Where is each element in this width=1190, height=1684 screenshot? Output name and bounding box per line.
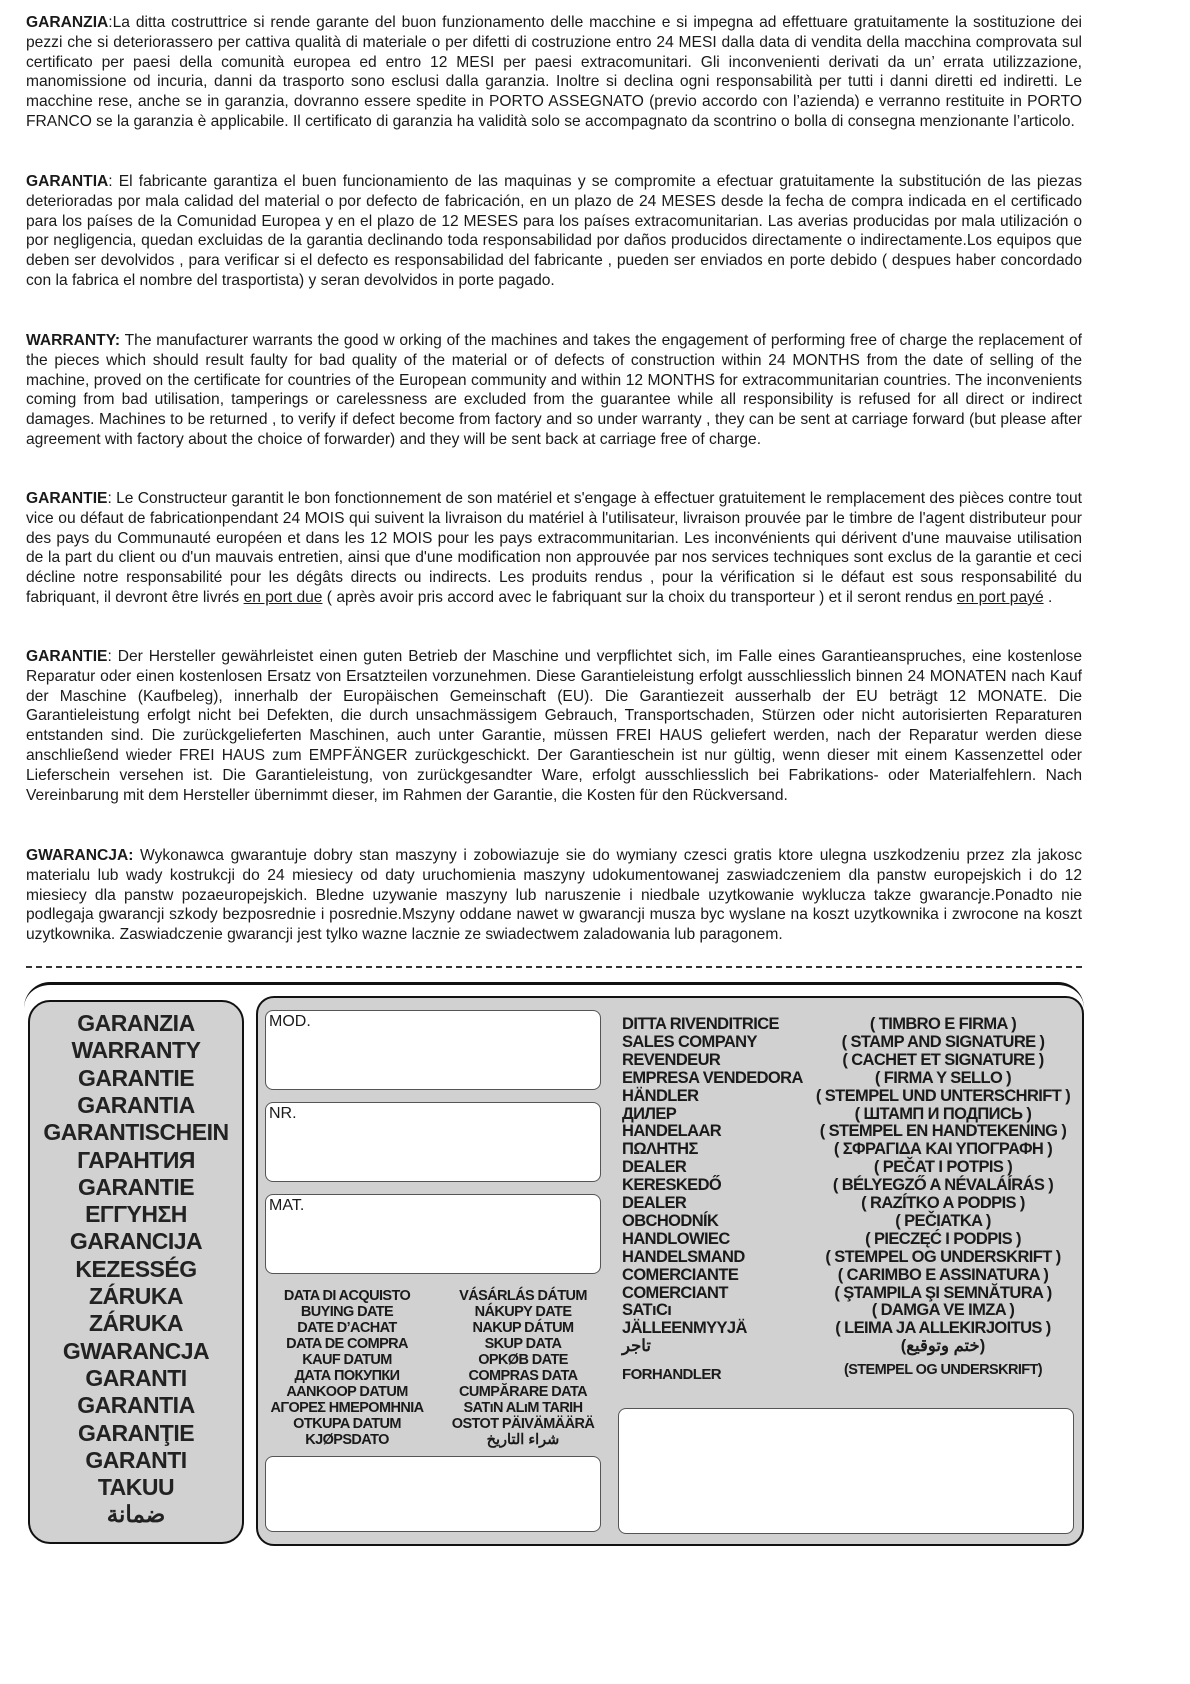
paragraph-italian — [26, 13, 1082, 132]
card-title-item: GWARANCJA — [62, 1337, 210, 1364]
underlined-text: en port due — [243, 588, 323, 606]
card-title-item: GARANTI — [85, 1446, 187, 1473]
dealer-stamp-field[interactable] — [618, 1408, 1074, 1534]
stamp-signature-label: ( ŞTAMPILA ŞI SEMNĂTURA ) — [834, 1283, 1052, 1302]
card-title-item: ضمانة — [106, 1501, 166, 1528]
dealer-label: DITTA RIVENDITRICE — [622, 1015, 779, 1033]
purchase-date-label: OTKUPA DATUM — [293, 1416, 401, 1432]
dealer-label: KERESKEDŐ — [622, 1176, 722, 1195]
stamp-signature-label: ( PEČAT I POTPIS ) — [873, 1158, 1013, 1177]
dealer-label: COMERCIANTE — [622, 1265, 739, 1284]
serial-label: NR. — [269, 1105, 297, 1122]
para-title: WARRANTY: — [26, 332, 121, 349]
card-title-item: GARANZIA — [77, 1010, 195, 1036]
card-title-item: KEZESSÉG — [75, 1255, 197, 1282]
stamp-signature-label: ( ШТАМП И ПОДПИСЬ ) — [854, 1104, 1032, 1123]
purchase-date-label: OSTOT PÄIVÄMÄÄRÄ — [451, 1416, 595, 1432]
card-title-item: TAKUU — [97, 1474, 175, 1501]
underlined-text: en port payé — [956, 588, 1044, 606]
dealer-label: تاجر — [622, 1337, 651, 1356]
para-title: GARANTIE — [26, 490, 108, 507]
para-text: :La ditta costruttrice si rende garante del buon funzionamento delle macchine e si impegna ad effettuare gratuitamente la sostituzione dei pezzi che si deteriorassero per cattiva qualità di materiale o per difetti di costruzione entro 24 MESI dalla data di vendita della macchina comprovata sul certificato per paesi della comunità europea ed entro 12 MESI per paesi extracomunitari. Gli inconvenienti derivati da un’ errata utilizzazione, manomissione od incuria, danni da trasporto sono esclusi dalla garanzia. Inoltre si declina ogni responsabilità per tutti i danni diretti ed indiretti. Le macchine rese, anche se in garanzia, dovranno essere spedite in PORTO ASSEGNATO (previo accordo con l’azienda) e verranno restituite in PORTO FRANCO se la garanzia è applicabile. Il certificato di garanzia ha validità solo se accompagnato da scontrino o bolla di consegna menzionante l’articolo. — [26, 14, 1082, 130]
paragraph-spanish — [26, 172, 1082, 291]
stamp-signature-label: ( TIMBRO E FIRMA ) — [869, 1015, 1017, 1033]
material-label: MAT. — [269, 1197, 305, 1214]
card-title-item: GARANCIJA — [69, 1228, 203, 1255]
dealer-label: OBCHODNÍK — [622, 1211, 719, 1230]
purchase-date-label: ДАТА ПОКУПКИ — [294, 1368, 400, 1384]
purchase-date-label: SATıN ALıM TARIH — [463, 1400, 583, 1416]
stamp-signature-label: ( BÉLYEGZŐ A NÉVALÁÍRÁS ) — [832, 1176, 1054, 1195]
purchase-date-label: SKUP DATA — [484, 1336, 562, 1352]
stamp-signature-label: ( CACHET ET SIGNATURE ) — [842, 1050, 1044, 1069]
dealer-label: HANDELSMAND — [622, 1247, 745, 1266]
stamp-signature-label: ( CARIMBO E ASSINATURA ) — [837, 1265, 1049, 1284]
purchase-date-label: VÁSÁRLÁS DÁTUM — [459, 1288, 587, 1304]
model-label: MOD. — [269, 1013, 311, 1030]
purchase-date-label: CUMPĂRARE DATA — [459, 1384, 587, 1400]
purchase-date-label: BUYING DATE — [300, 1304, 394, 1320]
para-text: : Le Constructeur garantit le bon fonctionnement de son matériel et s'engage à effectuer gratuitement le remplacement des pièces contre tout vice ou défaut de fabricationpendant 24 MOIS qui suivent la livraison du matériel à l'utilisateur, livraison prouvée par le timbre de l'agent distributeur pour des pays du Communauté européen et dans les 12 MOIS pour les pays extracommunitarian. Les inconvénients qui dérivent d'une mauvaise utilisation de la part du client ou d'un mauvais entretien, ainsi que d'une modification non approuvée par nos services techniques sont exclus de la garantie et ceci décline notre responsabilité pour les dégâts directs ou indirects. Les produits rendus , pour la vérification si le défaut est sous responsabilité du fabriquant, il devront être livrés — [26, 490, 1082, 606]
purchase-date-label: DATE D’ACHAT — [297, 1320, 397, 1336]
para-text: : El fabricante garantiza el buen funcionamiento de las maquinas y se compromite a efectuar gratuitamente la substitución de las piezas deterioradas por mala calidad del material o por defecto de fabricación, en un plazo de 24 MESES desde la fecha de compra indicada en el certificado para los países de la Comunidad Europea y en el plazo de 12 MESES para los países extracomunitarian. Las averias producidas por mala utilización o por negligencia, quedan excluidas de la garantia declinando toda responsabilidad por daños producidos directamente o indirectamente.Los equipos que deben ser devolvidos , para verificar si el defecto es responsabilidad del fabricante , pueden ser enviados en porte debido ( despues haber concordado con la fabrica el nombre del trasportista) y seran devolvidos in porte pagado. — [26, 173, 1082, 289]
purchase-date-label: NAKUP DÁTUM — [472, 1320, 574, 1336]
stamp-signature-label: ( LEIMA JA ALLEKIRJOITUS ) — [835, 1319, 1051, 1338]
stamp-signature-label: ( FIRMA Y SELLO ) — [874, 1068, 1012, 1087]
card-title-item: GARANŢIE — [77, 1419, 195, 1446]
dealer-label: HANDELAAR — [622, 1122, 722, 1141]
dealer-label: DEALER — [622, 1158, 687, 1177]
card-title-item: ГАРАНТИЯ — [77, 1146, 195, 1173]
dealer-label: ΠΩΛΗΤΗΣ — [622, 1140, 698, 1159]
para-title: GARANTIA — [26, 173, 109, 190]
stamp-signature-label: ( STEMPEL UND UNTERSCHRIFT ) — [815, 1086, 1071, 1105]
paragraph-french — [26, 489, 1082, 608]
purchase-date-label: DATA DI ACQUISTO — [283, 1288, 411, 1304]
stamp-signature-label: ( ΣΦΡΑΓΙΔΑ ΚΑΙ ΥΠΟΓΡΑΦΗ ) — [833, 1140, 1053, 1159]
dealer-label: DEALER — [622, 1194, 687, 1212]
stamp-signature-label: ( STAMP AND SIGNATURE ) — [841, 1032, 1045, 1051]
purchase-date-label: AANKOOP DATUM — [286, 1384, 408, 1400]
card-title-panel — [28, 1000, 244, 1544]
card-title-item: WARRANTY — [71, 1037, 201, 1064]
paragraph-polish — [26, 846, 1082, 945]
serial-number-field[interactable] — [265, 1102, 601, 1182]
purchase-date-label: شراء التاريخ — [486, 1432, 560, 1448]
stamp-signature-label: (STEMPEL OG UNDERSKRIFT) — [843, 1362, 1042, 1378]
stamp-signature-label: (ختم وتوقيع) — [900, 1337, 986, 1356]
purchase-date-field[interactable] — [265, 1456, 601, 1532]
card-title-item: GARANTIA — [77, 1091, 195, 1118]
dealer-label: ДИЛЕР — [622, 1104, 677, 1123]
stamp-signature-label: ( RAZÍTKO A PODPIS ) — [861, 1194, 1025, 1212]
purchase-date-label: NÁKUPY DATE — [474, 1304, 572, 1320]
dealer-label: JÄLLEENMYYJÄ — [622, 1319, 747, 1338]
dealer-label: COMERCIANT — [622, 1283, 728, 1302]
para-text: ( après avoir pris accord avec le fabriquant sur la choix du transporteur ) et il seront rendus — [322, 588, 957, 606]
purchase-date-label: COMPRAS DATA — [468, 1368, 578, 1384]
para-title: GWARANCJA: — [26, 847, 134, 864]
paragraph-german — [26, 647, 1082, 805]
para-text: . — [1043, 588, 1053, 606]
stamp-signature-label: ( PIECZĘĆ I PODPIS ) — [865, 1229, 1021, 1248]
purchase-date-label: OPKØB DATE — [478, 1352, 568, 1368]
para-text: : Der Hersteller gewährleistet einen guten Betrieb der Maschine und verpflichtet sich, im Falle eines Garantieanspruches, eine kostenlose Reparatur oder einen kostenlosen Ersatz von Ersatzteilen vorzunehmen. Diese Garantieleistung erfolgt ausschliesslich binnen 24 MONATEN nach Kauf der Maschine (Kaufbeleg), innerhalb der Europäischen Gemeinschaft (EU). Die Garantiezeit ausserhalb der EU beträgt 12 MONATE. Die Garantieleistung erfolgt nicht bei Defekten, die durch unsachmässigem Gebrauch, Transportschaden, Stürzen oder nicht autorisierten Reparaturen entstanden sind. Die zurückgelieferten Maschinen, auch unter Garantie, müssen FREI HAUS geliefert werden, nach der Reparatur werden diese anschließend wieder FREI HAUS zum EMPFÄNGER zurückgeschickt. Der Garantieschein ist nur gültig, wenn dieser mit einem Kassenzettel oder Lieferschein versehen ist. Die Garantieleistung, von zurückgesandter Ware, erfolgt ausschliesslich bei Fabrikations- oder Materialfehlern. Nach Vereinbarung mit dem Hersteller übernimmt dieser, im Rahmen der Garantie, die Kosten für den Rückversand. — [26, 648, 1082, 804]
model-field[interactable] — [265, 1010, 601, 1090]
material-field[interactable] — [265, 1194, 601, 1274]
paragraph-english — [26, 331, 1082, 450]
card-title-item: GARANTIE — [77, 1064, 195, 1091]
dealer-label: EMPRESA VENDEDORA — [622, 1068, 803, 1087]
card-title-item: ZÁRUKA — [88, 1283, 184, 1309]
dealer-label: FORHANDLER — [622, 1366, 721, 1383]
stamp-signature-label: ( STEMPEL EN HANDTEKENING ) — [819, 1122, 1067, 1141]
card-title-item: GARANTIE — [77, 1173, 195, 1200]
purchase-date-label: ΑΓΟΡΕΣ ΗΜΕΡΟΜΗΝΙΑ — [270, 1400, 424, 1416]
stamp-signature-label: ( DAMGA VE IMZA ) — [871, 1301, 1015, 1320]
para-title: GARANTIE — [26, 648, 108, 665]
dealer-label: HÄNDLER — [622, 1086, 699, 1105]
dealer-label: SATıCı — [622, 1301, 672, 1320]
card-form-panel — [256, 996, 1084, 1546]
purchase-date-label: KJØPSDATO — [305, 1432, 389, 1448]
para-text: Wykonawca gwarantuje dobry stan maszyny i zobowiazuje sie do wymiany czesci gratis ktore ulegna uszkodzeniu przez zla jakosc materialu lub wady kostrukcji do 24 miesiecy od daty uruchomienia maszyny udokumentowanej zaswiadczeniem dla panstw europejskich i do 12 miesiecy dla panstw pozaeuropejskich. Bledne uzywanie maszyny lub naruszenie i niedbale uzytkowanie wyklucza takze gwarancje.Ponadto nie podlegaja gwarancji szkody bezposrednie i posrednie.Mszyny oddane nawet w gwarancji musza byc wyslane na koszt uzytkownika i zwrocone na koszt uzytkownika. Zaswiadczenie gwarancji jest tylko wazne lacznie ze swiadectwem zaladowania lub paragonem. — [26, 847, 1082, 944]
dealer-label: SALES COMPANY — [622, 1032, 757, 1051]
purchase-date-label: DATA DE COMPRA — [286, 1336, 408, 1352]
purchase-date-label: KAUF DATUM — [302, 1352, 392, 1368]
dealer-label: REVENDEUR — [622, 1050, 721, 1069]
dealer-label: HANDLOWIEC — [622, 1229, 730, 1248]
para-title: GARANZIA — [26, 14, 109, 31]
stamp-signature-label: ( PEČIATKA ) — [895, 1211, 991, 1230]
card-title-item: ZÁRUKA — [88, 1310, 184, 1337]
stamp-signature-label: ( STEMPEL OG UNDERSKRIFT ) — [825, 1247, 1061, 1266]
card-title-item: ΕΓΓΥΗΣΗ — [85, 1201, 187, 1228]
card-title-item: GARANTISCHEIN — [43, 1119, 229, 1146]
card-title-item: GARANTIA — [77, 1392, 195, 1419]
card-title-item: GARANTI — [85, 1364, 187, 1391]
cut-line — [26, 966, 1082, 968]
para-text: The manufacturer warrants the good w orking of the machines and takes the engagement of performing free of charge the replacement of the pieces which should result faulty for bad quality of the material or of defects of construction within 24 MONTHS from the date of selling of the machine, proved on the certificate for countries of the European community and within 12 MONTHS for extracommunitarian countries. The inconvenients coming from bad utilisation, tamperings or carelessness are excluded from the guarantee while all responsibility is refused for all direct or indirect damages. Machines to be returned , to verify if defect become from factory and so under warranty , they can be sent at carriage forward (but please after agreement with factory about the choice of forwarder) and they will be sent back at carriage free of charge. — [26, 332, 1082, 448]
